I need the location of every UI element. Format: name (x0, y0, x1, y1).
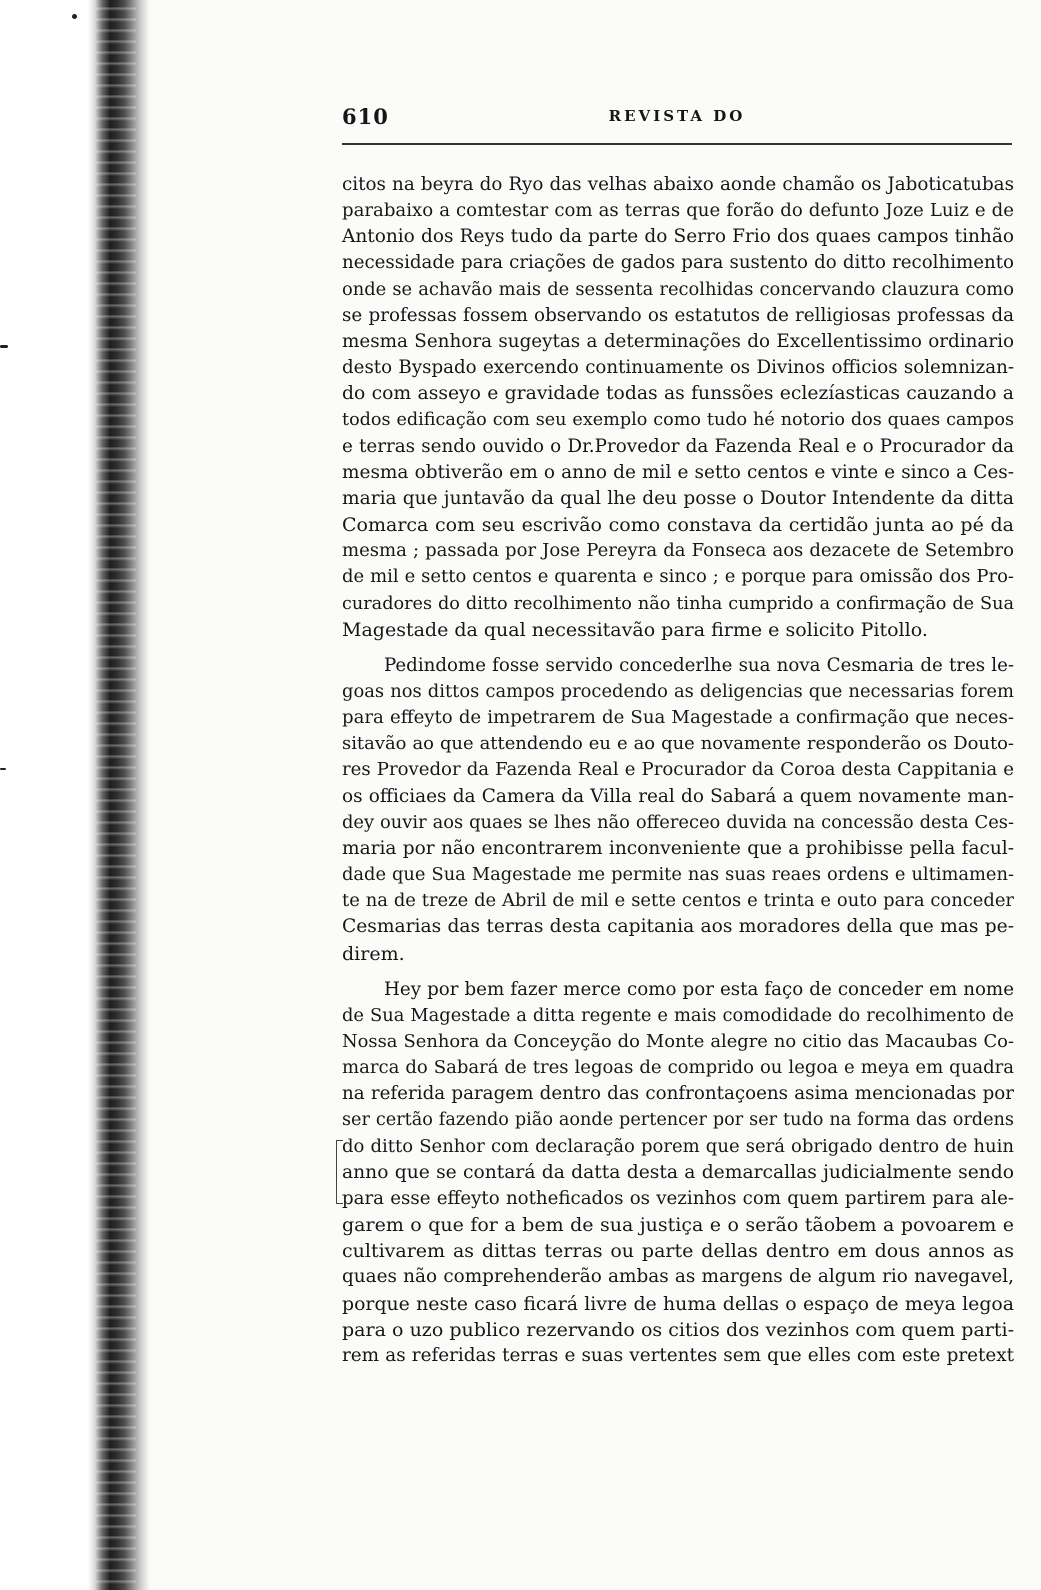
ink-mark (0, 768, 6, 770)
text-line: anno que se contará da datta desta a demarcallas judicialmente sendo (342, 1161, 1014, 1183)
ink-mark (0, 345, 8, 348)
text-line: mesma Senhora sugeytas a determinações do Excellentissimo ordinario (342, 330, 1014, 352)
text-line: para effeyto de impetrarem de Sua Magestade a confirmação que neces- (342, 707, 1014, 729)
text-line: necessidade para criações de gados para sustento do ditto recolhimento (342, 252, 1014, 274)
text-line: desto Byspado exercendo continuamente os Divinos officios solemnizan- (342, 357, 1014, 379)
text-line: do com asseyo e gravidade todas as funssões eclezíasticas cauzando a (342, 383, 1014, 405)
text-line: maria por não encontrarem inconveniente que a prohibisse pella facul- (342, 837, 1014, 859)
text-line: ser certão fazendo pião aonde pertencer por ser tudo na forma das ordens (342, 1110, 1014, 1131)
text-line: direm. (342, 942, 405, 965)
paragraph (342, 653, 1014, 967)
text-line: Pedindome fosse servido concederlhe sua nova Cesmaria de tres le- (384, 654, 1014, 676)
paragraph (342, 172, 1014, 643)
text-line: de Sua Magestade a ditta regente e mais comodidade do recolhimento de (342, 1004, 1014, 1026)
running-head: REVISTA DO (608, 107, 746, 125)
text-line: mesma obtiverão em o anno de mil e setto centos e vinte e sinco a Ces- (342, 461, 1014, 483)
text-line: do ditto Senhor com declaração porem que será obrigado dentro de huin (342, 1135, 1014, 1157)
text-line: Magestade da qual necessitavão para firme e solicito Pitollo. (342, 618, 928, 641)
text-line: rem as referidas terras e suas vertentes sem que elles com este pretext (342, 1344, 1014, 1366)
text-line: goas nos dittos campos procedendo as deligencias que necessarias forem (342, 680, 1014, 702)
text-line: garem o que for a bem de sua justiça e o serão tãobem a povoarem e (342, 1214, 1014, 1237)
text-line: quaes não comprehenderão ambas as margens de algum rio navegavel, (342, 1266, 1014, 1288)
text-line: curadores do ditto recolhimento não tinha cumprido a confirmação de Sua (342, 593, 1014, 614)
text-line: dade que Sua Magestade me permite nas suas reaes ordens e ultimamen- (342, 864, 1014, 886)
text-line: onde se achavão mais de sessenta recolhidas concervando clauzura como (342, 278, 1014, 300)
paragraph (342, 977, 1014, 1369)
text-line: de mil e setto centos e quarenta e sinco ; e porque para omissão dos Pro- (342, 566, 1014, 588)
text-line: para o uzo publico rezervando os citios dos vezinhos com quem parti- (342, 1318, 1014, 1341)
text-line: Antonio dos Reys tudo da parte do Serro Frio dos quaes campos tinhão (342, 226, 1014, 248)
text-line: sitavão ao que attendendo eu e ao que novamente responderão os Douto- (342, 733, 1014, 755)
page-number: 610 (342, 104, 389, 129)
text-line: Hey por bem fazer merce como por esta faço de conceder em nome (384, 978, 1014, 1000)
text-line: e terras sendo ouvido o Dr.Provedor da Fazenda Real e o Procurador da (342, 435, 1014, 457)
page-header (342, 104, 1012, 134)
text-line: todos edificação com seu exemplo como tudo hé notorio dos quaes campos (342, 410, 1014, 431)
text-line: na referida paragem dentro das confrontaçoens asima mencionadas por (342, 1083, 1014, 1105)
body-text (342, 172, 1014, 1369)
text-line: dey ouvir aos quaes se lhes não offereceo duvida na concessão desta Ces- (342, 811, 1014, 833)
margin-bracket-mark (336, 1140, 343, 1204)
gutter-texture (96, 0, 136, 1590)
text-line: Comarca com seu escrivão como constava da certidão junta ao pé da (342, 514, 1014, 537)
text-line: os officiaes da Camera da Villa real do Sabará a quem novamente man- (342, 785, 1014, 807)
text-line: maria que juntavão da qual lhe deu posse o Doutor Intendente da ditta (342, 487, 1014, 509)
text-line: se professas fossem observando os estatutos de relligiosas professas da (342, 304, 1014, 326)
text-line: para esse effeyto notheficados os vezinhos com quem partirem para ale- (342, 1187, 1014, 1209)
text-line: Nossa Senhora da Conceyção do Monte alegre no citio das Macaubas Co- (342, 1031, 1014, 1052)
header-rule (342, 143, 1012, 145)
text-line: citos na beyra do Ryo das velhas abaixo aonde chamão os Jaboticatubas (342, 174, 1014, 195)
text-line: Cesmarias das terras desta capitania aos moradores della que mas pe- (342, 916, 1014, 938)
text-line: marca do Sabará de tres legoas de comprido ou legoa e meya em quadra (342, 1057, 1014, 1079)
text-line: parabaixo a comtestar com as terras que forão do defunto Joze Luiz e de (342, 200, 1014, 222)
text-line: cultivarem as dittas terras ou parte dellas dentro em dous annos as (342, 1240, 1014, 1263)
ink-speck (72, 14, 77, 19)
text-line: te na de treze de Abril de mil e sette centos e trinta e outo para conceder (342, 890, 1014, 912)
text-line: mesma ; passada por Jose Pereyra da Fonseca aos dezacete de Setembro (342, 540, 1014, 562)
text-line: porque neste caso ficará livre de huma dellas o espaço de meya legoa (342, 1292, 1014, 1315)
text-line: res Provedor da Fazenda Real e Procurador da Coroa desta Cappitania e (342, 759, 1014, 781)
